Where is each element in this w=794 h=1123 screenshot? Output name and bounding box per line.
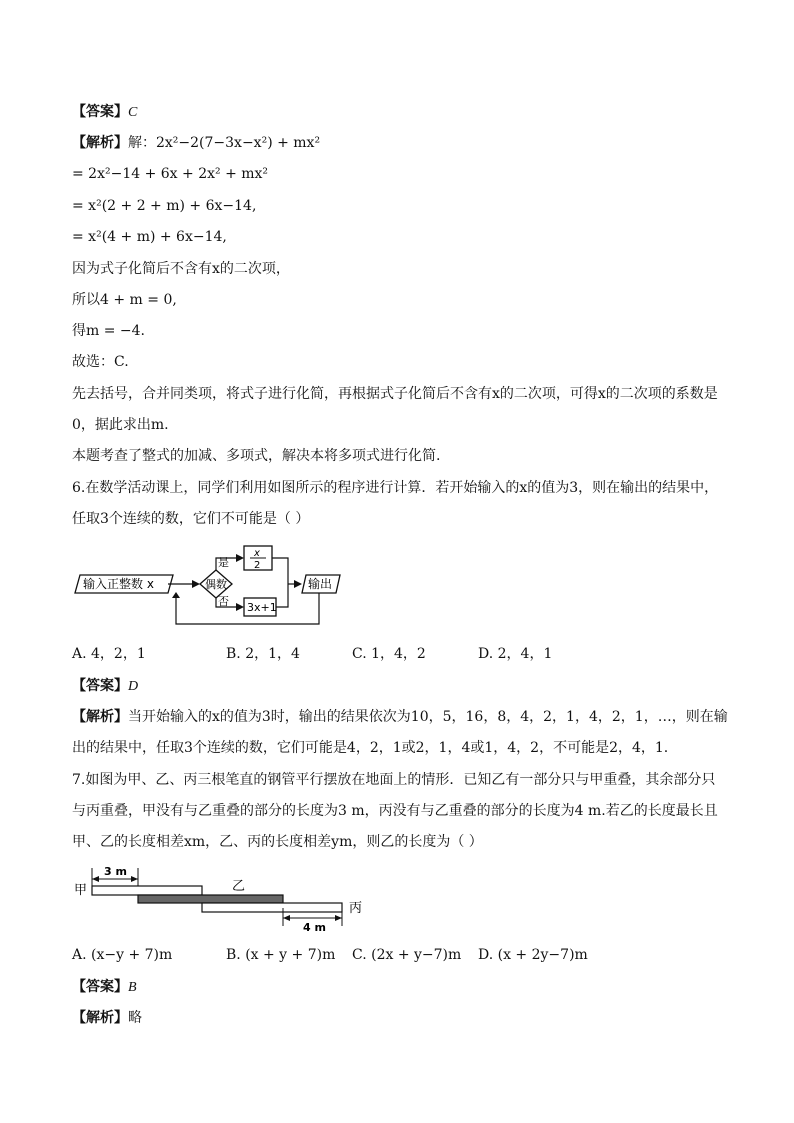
q5-step: 所以4 + m = 0,	[72, 292, 177, 308]
answer-tag: 【答案】	[72, 104, 128, 120]
q5-explain: 先去括号，合并同类项，将式子进行化简，再根据式子化简后不含有x的二次项，可得x的二次项的系数是	[72, 386, 718, 402]
pipe-yi-label: 乙	[232, 879, 246, 894]
analysis-text: 解：2x²−2(7−3x−x²) + mx²	[128, 135, 321, 151]
q5-step: 故选：C.	[72, 354, 129, 370]
q5-summary: 本题考查了整式的加减、多项式，解决本将多项式进行化简.	[72, 448, 441, 464]
q5-step: 得m = −4.	[72, 323, 145, 339]
q6-stem: 6.在数学活动课上，同学们利用如图所示的程序进行计算．若开始输入的x的值为3，则在输出的结果中，	[72, 480, 719, 496]
q7-answer-line	[72, 977, 137, 998]
q5-step: = 2x²−14 + 6x + 2x² + mx²	[72, 166, 269, 182]
q6-flowchart	[70, 540, 370, 632]
pipe-jia	[92, 886, 202, 895]
q7-option-c: C. (2x + y−7)m	[352, 947, 462, 963]
q5-step: = x²(2 + 2 + m) + 6x−14,	[72, 198, 257, 214]
q7-option-a: A. (x−y + 7)m	[72, 947, 173, 963]
q7-option-d: D. (x + 2y−7)m	[478, 947, 588, 963]
q6-option-d: D. 2，4，1	[478, 646, 553, 662]
q5-explain: 0，据此求出m.	[72, 417, 169, 433]
q5-analysis-line	[72, 133, 320, 153]
q6-stem: 任取3个连续的数，它们不可能是（ ）	[72, 511, 310, 527]
q7-stem: 甲、乙的长度相差xm，乙、丙的长度相差ym，则乙的长度为（ ）	[72, 834, 483, 850]
no-box-label: 3x+1	[247, 601, 277, 614]
pipe-bing-label: 丙	[349, 901, 363, 916]
no-label: 否	[218, 595, 229, 608]
output-label: 输出	[308, 577, 333, 591]
yes-numerator: x	[254, 548, 260, 559]
decision-label: 偶数	[205, 578, 227, 591]
q6-analysis-cont: 出的结果中，任取3个连续的数，它们可能是4，2，1或2，1，4或1，4，2，不可能是2，4，1.	[72, 740, 669, 756]
analysis-text: 略	[128, 1010, 142, 1026]
q7-analysis-line	[72, 1008, 142, 1028]
q6-answer-line	[72, 676, 138, 697]
answer-value: D	[128, 679, 139, 694]
q5-step: = x²(4 + m) + 6x−14,	[72, 229, 227, 245]
q7-stem: 与丙重叠，甲没有与乙重叠的部分的长度为3 m，丙没有与乙重叠的部分的长度为4 m.若乙的长度最长且	[72, 803, 718, 819]
pipe-jia-label: 甲	[74, 883, 88, 898]
q7-option-b: B. (x + y + 7)m	[226, 947, 336, 963]
yes-label: 是	[218, 556, 229, 569]
q7-pipes-figure	[70, 864, 390, 934]
q6-option-a: A. 4，2，1	[72, 646, 146, 662]
analysis-tag: 【解析】	[72, 135, 128, 151]
input-label: 输入正整数 x	[83, 577, 154, 591]
analysis-text: 当开始输入的x的值为3时，输出的结果依次为10，5，16，8，4，2，1，4，2，1，…，则在输	[128, 709, 728, 725]
length-3m: 3 m	[104, 865, 127, 878]
q5-answer-line	[72, 102, 137, 123]
q6-option-b: B. 2，1，4	[226, 646, 300, 662]
answer-tag: 【答案】	[72, 979, 128, 995]
q5-step: 因为式子化简后不含有x的二次项，	[72, 261, 290, 277]
yes-denominator: 2	[254, 560, 261, 571]
analysis-tag: 【解析】	[72, 1010, 128, 1026]
q6-analysis-line	[72, 707, 728, 727]
pipe-yi	[138, 895, 283, 903]
q7-stem: 7.如图为甲、乙、丙三根笔直的钢管平行摆放在地面上的情形．已知乙有一部分只与甲重叠，其余部分只	[72, 772, 716, 788]
answer-value: B	[128, 980, 137, 995]
pipe-bing	[202, 903, 342, 912]
q6-option-c: C. 1，4，2	[352, 646, 426, 662]
answer-tag: 【答案】	[72, 678, 128, 694]
length-4m: 4 m	[303, 921, 326, 934]
analysis-tag: 【解析】	[72, 709, 128, 725]
answer-value: C	[128, 105, 138, 120]
